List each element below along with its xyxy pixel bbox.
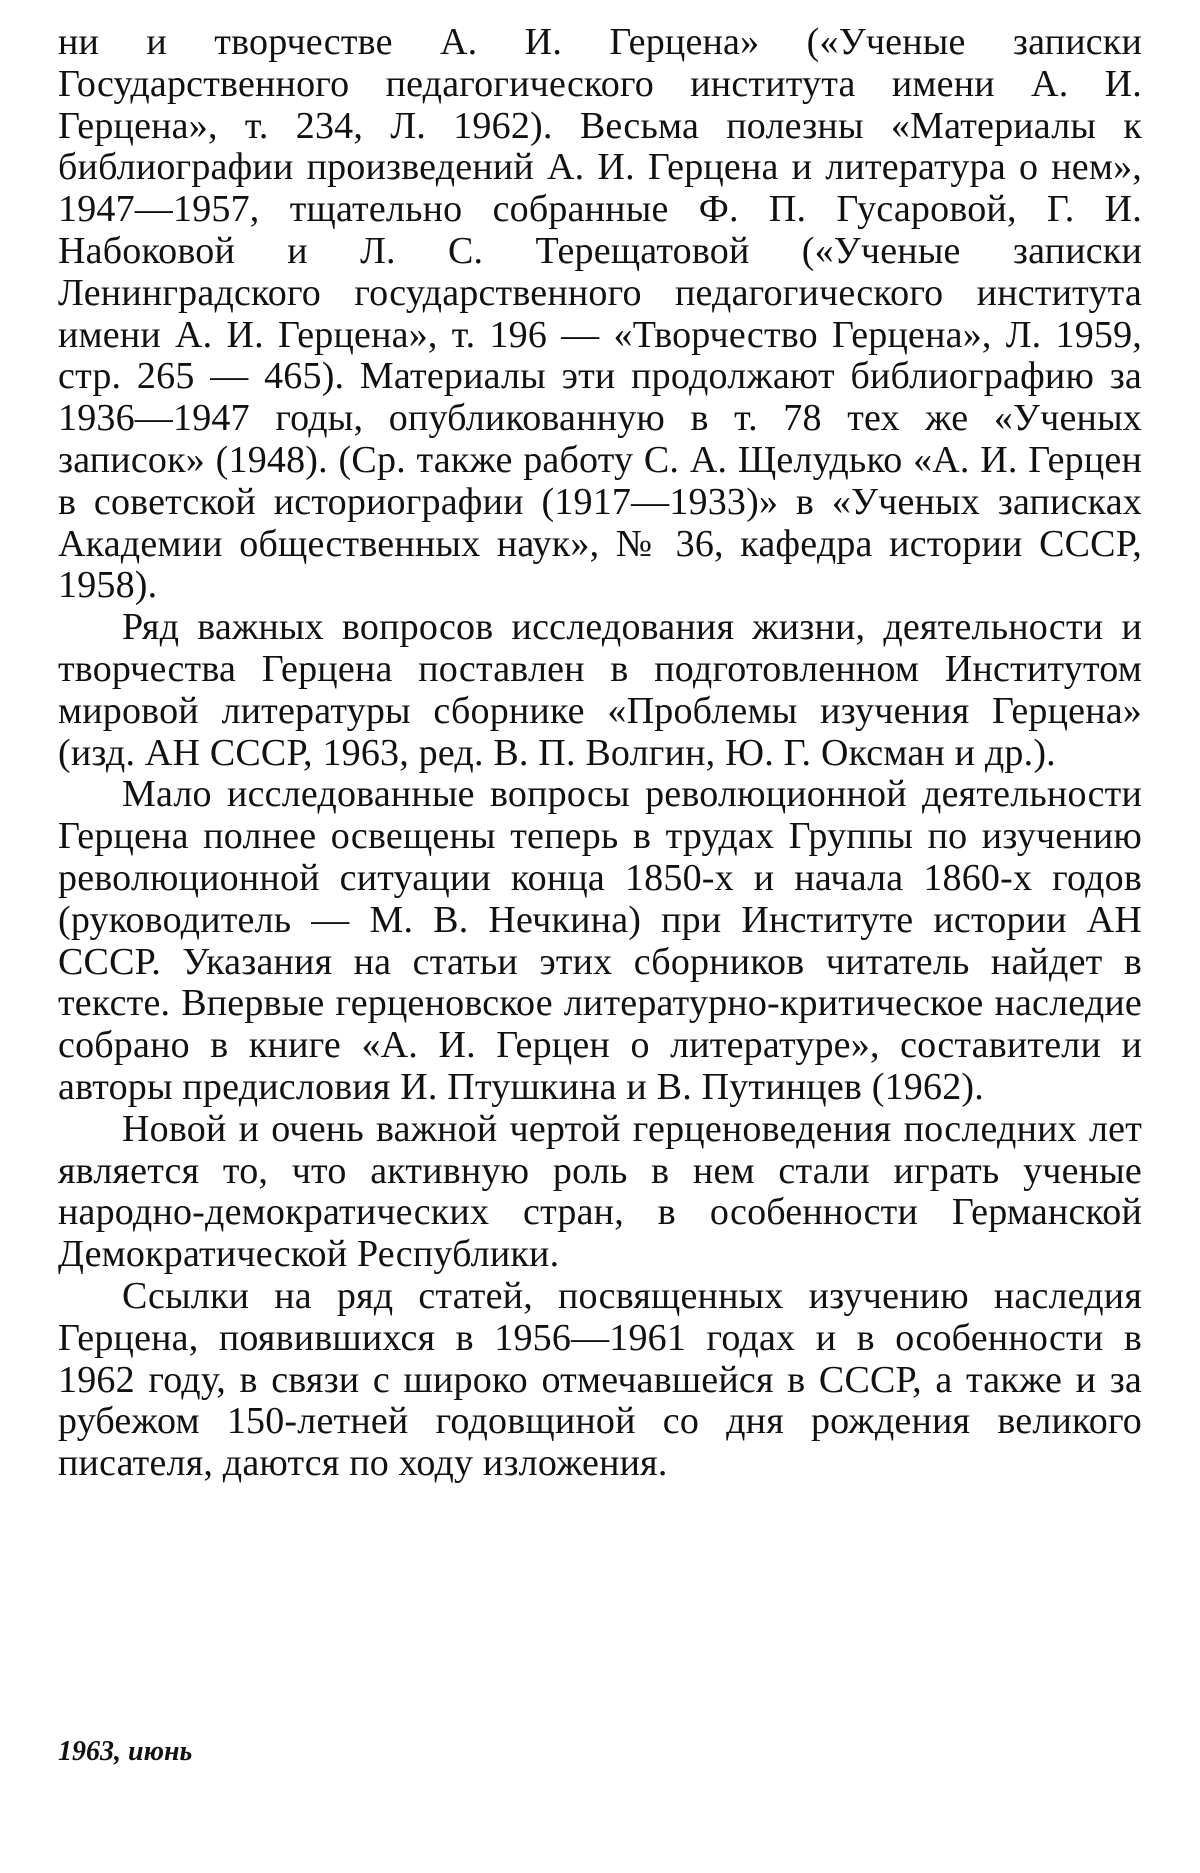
paragraph-revolutionary-activity: Мало исследованные вопросы революционной деятельности Герцена полнее освещены теперь в трудах Группы по изучению революционной ситуации конца 1850-х и начала 1860-х годов (руководитель — М. В. Нечкина) при Институте истории АН СССР. Указания на статьи этих сборников читатель найдет в тексте. Впервые герценовское литературно-критическое наследие собрано в книге «А. И. Герцен о литературе», составители и авторы предисловия И. Птушкина и В. Путинцев (1962). xyxy=(58,773,1142,1108)
date-signature: 1963, июнь xyxy=(58,1736,193,1767)
paragraph-continuation: ни и творчестве А. И. Герцена» («Ученые записки Государственного педагогического института имени А. И. Герцена», т. 234, Л. 1962). Весьма полезны «Материалы к библиографии произведений А. И. Герцена и литература о нем», 1947—1957, тщательно собранные Ф. П. Гусаровой, Г. И. Набоковой и Л. С. Терещатовой («Ученые записки Ленинградского государственного педагогического института имени А. И. Герцена», т. 196 — «Творчество Герцена», Л. 1959, стр. 265 — 465). Материалы эти продолжают библиографию за 1936—1947 годы, опубликованную в т. 78 тех же «Ученых записок» (1948). (Ср. также работу С. А. Щелудько «А. И. Герцен в советской историографии (1917—1933)» в «Ученых записках Академии общественных наук», № 36, кафедра истории СССР, 1958). xyxy=(58,21,1142,607)
paragraph-article-references: Ссылки на ряд статей, посвященных изучению наследия Герцена, появившихся в 1956—1961 годах и в особенности в 1962 году, в связи с широко отмечавшейся в СССР, а также и за рубежом 150-летней годовщиной со дня рождения великого писателя, даются по ходу изложения. xyxy=(58,1274,1142,1485)
paragraph-foreign-scholars: Новой и очень важной чертой герценоведения последних лет является то, что активную роль в нем стали играть ученые народно-демократических стран, в особенности Германской Демократической Республики. xyxy=(58,1107,1142,1276)
paragraph-problems-collection: Ряд важных вопросов исследования жизни, деятельности и творчества Герцена поставлен в подготовленном Институтом мировой литературы сборнике «Проблемы изучения Герцена» (изд. АН СССР, 1963, ред. В. П. Волгин, Ю. Г. Оксман и др.). xyxy=(58,606,1142,774)
body-text xyxy=(58,22,1142,1485)
